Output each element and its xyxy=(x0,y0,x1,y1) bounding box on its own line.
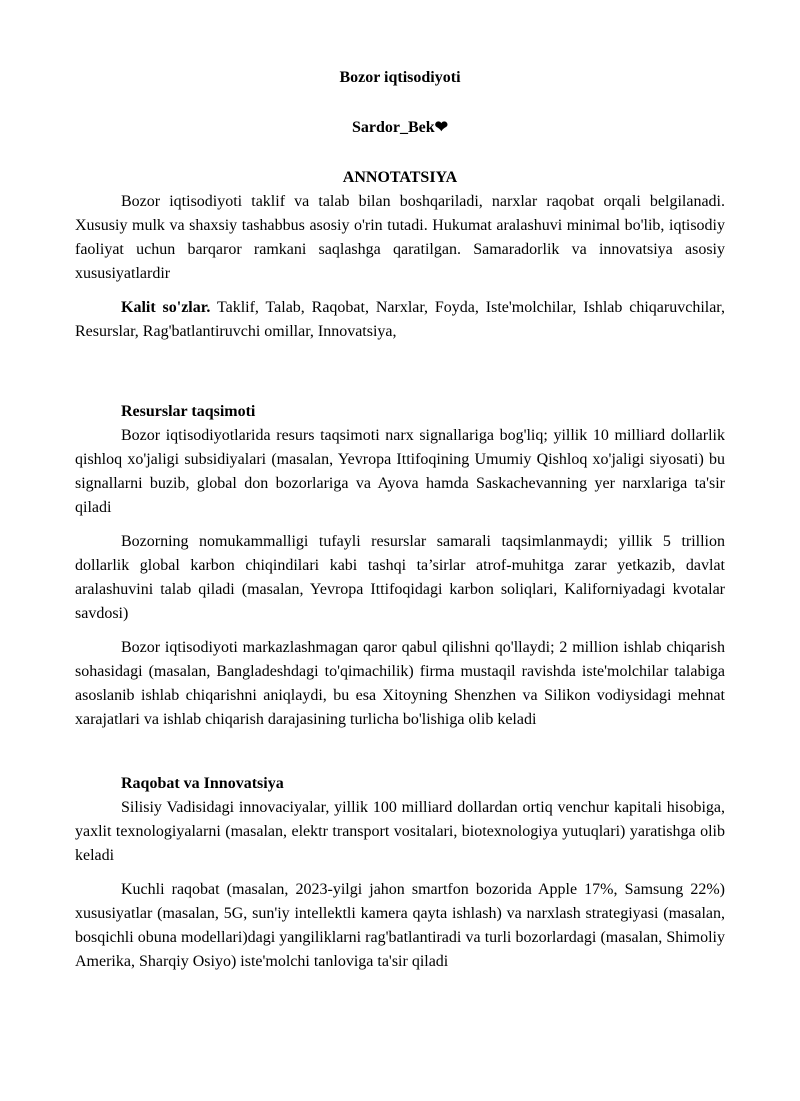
document-author: Sardor_Bek❤ xyxy=(351,119,449,136)
section-heading-resurslar: Resurslar taqsimoti xyxy=(121,403,256,420)
keywords-label: Kalit so'zlar. xyxy=(121,299,211,316)
section-paragraph: Kuchli raqobat (masalan, 2023-yilgi jahon smartfon bozorida Apple 17%, Samsung 22%) xususiyatlar (masalan, 5G, sun'iy intellektli kamera qayta ishlash) va narxlash strategiyasi (masalan, bosqichli obuna modellari)dagi yangiliklarni rag'batlantiradi va turli bozorlardagi (masalan, Shimoliy Amerika, Sharqiy Osiyo) iste'molchi tanloviga ta'sir qiladi xyxy=(75,881,725,970)
keywords-text: Taklif, Talab, Raqobat, Narxlar, Foyda, Iste'molchilar, Ishlab chiqaruvchilar, Resurslar, Rag'batlantiruvchi omillar, Innovatsiya, xyxy=(75,299,725,340)
section-paragraph: Bozor iqtisodiyotlarida resurs taqsimoti narx signallariga bog'liq; yillik 10 milliard dollarlik qishloq xo'jaligi subsidiyalari (masalan, Yevropa Ittifoqining Umumiy Qishloq xo'jaligi siyosati) bu signallarni buzib, global don bozorlariga va Ayova hamda Saskachevanning yer narxlariga ta'sir qiladi xyxy=(75,427,725,516)
document-title: Bozor iqtisodiyoti xyxy=(339,69,461,86)
keywords-paragraph xyxy=(75,296,725,344)
section-paragraph: Bozorning nomukammalligi tufayli resurslar samarali taqsimlanmaydi; yillik 5 trillion dollarlik global karbon chiqindilari kabi tashqi ta’sirlar atrof-muhitga zarar yetkazib, davlat aralashuvini talab qiladi (masalan, Yevropa Ittifoqidagi karbon soliqlari, Kaliforniyadagi kvotalar savdosi) xyxy=(75,533,725,622)
annotation-paragraph: Bozor iqtisodiyoti taklif va talab bilan boshqariladi, narxlar raqobat orqali belgilanadi. Xususiy mulk va shaxsiy tashabbus asosiy o'rin tutadi. Hukumat aralashuvi minimal bo'lib, iqtisodiy faoliyat uchun barqaror ramkani saqlashga qaratilgan. Samaradorlik va innovatsiya asosiy xususiyatlardir xyxy=(75,193,725,282)
section-heading-raqobat: Raqobat va Innovatsiya xyxy=(121,775,284,792)
document-page xyxy=(0,66,800,1101)
section-paragraph: Silisiy Vadisidagi innovaciyalar, yillik 100 milliard dollardan ortiq venchur kapitali hisobiga, yaxlit texnologiyalarni (masalan, elektr transport vositalari, biotexnologiya yutuqlari) yaratishga olib keladi xyxy=(75,799,725,864)
section-paragraph: Bozor iqtisodiyoti markazlashmagan qaror qabul qilishni qo'llaydi; 2 million ishlab chiqarish sohasidagi (masalan, Bangladeshdagi to'qimachilik) firma mustaqil ravishda iste'molchilar talabiga asoslanib ishlab chiqarishni aniqlaydi, bu esa Xitoyning Shenzhen va Silikon vodiysidagi mehnat xarajatlari va ishlab chiqarish darajasining turlicha bo'lishiga olib keladi xyxy=(75,639,725,728)
annotation-heading: ANNOTATSIYA xyxy=(342,169,458,186)
